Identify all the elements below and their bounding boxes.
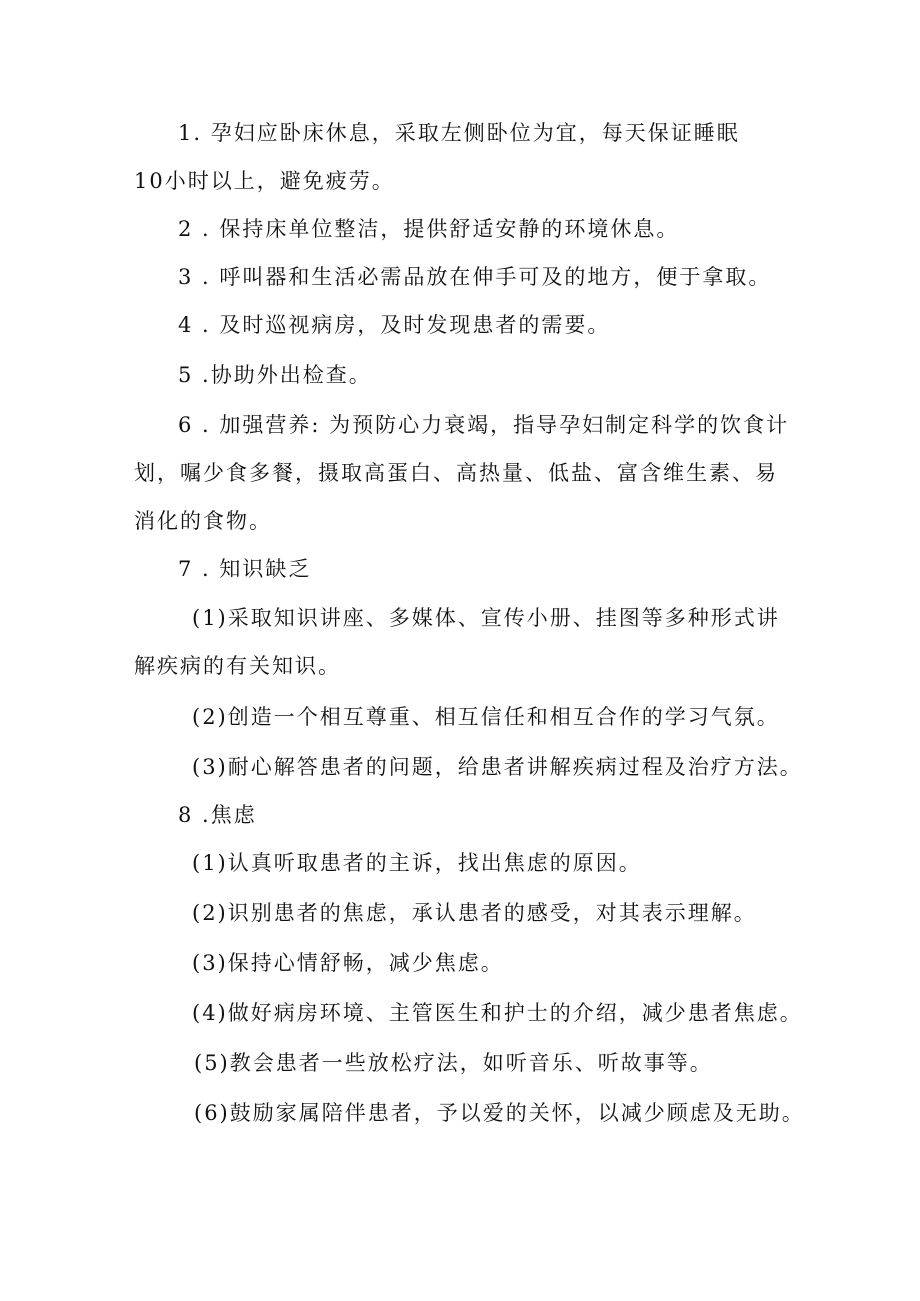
item-4: 4 . 及时巡视病房，及时发现患者的需要。 xyxy=(178,313,611,337)
item-6-line-2: 划，嘱少食多餐，摄取高蛋白、高热量、低盐、富含维生素、易 xyxy=(134,461,778,485)
item-8-sub-6: (6)鼓励家属陪伴患者，予以爱的关怀，以减少顾虑及无助。 xyxy=(194,1101,805,1125)
item-3: 3 . 呼叫器和生活必需品放在伸手可及的地方，便于拿取。 xyxy=(178,265,772,289)
item-7-sub-1-line-1: (1)采取知识讲座、多媒体、宣传小册、挂图等多种形式讲 xyxy=(192,606,780,630)
item-7-sub-2: (2)创造一个相互尊重、相互信任和相互合作的学习气氛。 xyxy=(192,705,780,729)
item-5: 5 .协助外出检查。 xyxy=(178,363,372,387)
item-2: 2 . 保持床单位整洁，提供舒适安静的环境休息。 xyxy=(178,217,680,241)
item-7-sub-1-line-2: 解疾病的有关知识。 xyxy=(134,654,341,678)
item-8-sub-3: (3)保持心情舒畅，减少焦虑。 xyxy=(192,951,504,975)
item-6-line-3: 消化的食物。 xyxy=(134,509,272,533)
item-6-line-1: 6 . 加强营养: 为预防心力衰竭，指导孕妇制定科学的饮食计 xyxy=(178,413,790,437)
item-8-heading: 8 .焦虑 xyxy=(178,803,257,827)
item-7-sub-3: (3)耐心解答患者的问题，给患者讲解疾病过程及治疗方法。 xyxy=(192,755,803,779)
item-8-sub-4: (4)做好病房环境、主管医生和护士的介绍，减少患者焦虑。 xyxy=(192,1001,803,1025)
item-1-line-1: 1. 孕妇应卧床休息，采取左侧卧位为宜，每天保证睡眠 xyxy=(178,121,740,145)
item-1-line-2: 10小时以上，避免疲劳。 xyxy=(134,169,395,193)
item-8-sub-2: (2)识别患者的焦虑，承认患者的感受，对其表示理解。 xyxy=(192,901,757,925)
item-8-sub-1: (1)认真听取患者的主诉，找出焦虑的原因。 xyxy=(192,851,642,875)
item-8-sub-5: (5)教会患者一些放松疗法，如听音乐、听故事等。 xyxy=(194,1051,713,1075)
item-7-heading: 7 . 知识缺乏 xyxy=(178,557,312,581)
